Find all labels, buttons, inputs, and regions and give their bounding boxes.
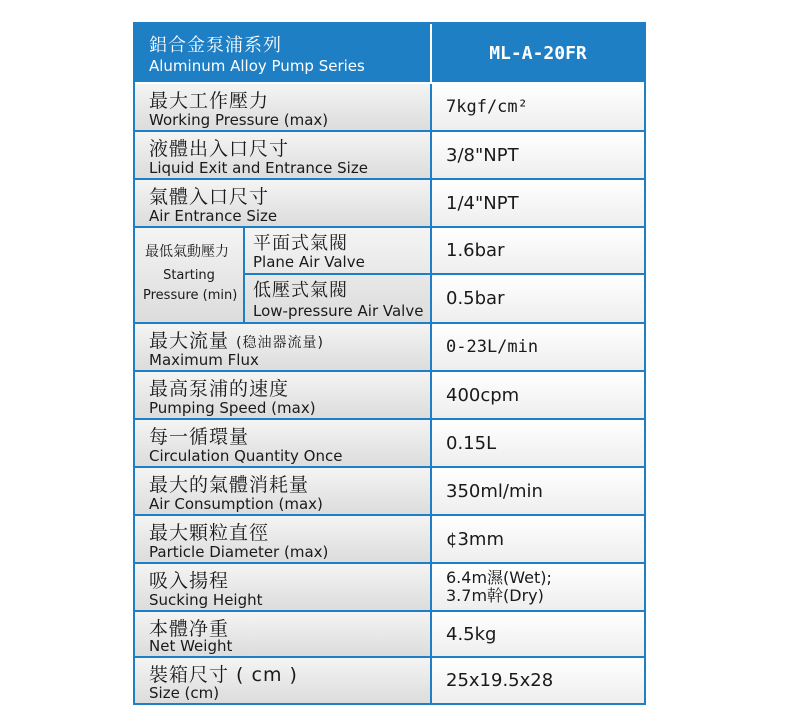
dry-height: 3.7m幹(Dry) bbox=[446, 586, 544, 605]
series-title-en: Aluminum Alloy Pump Series bbox=[149, 57, 365, 75]
spec-label-en: Circulation Quantity Once bbox=[149, 447, 343, 465]
spec-label-en: Net Weight bbox=[149, 637, 233, 655]
low-valve-en: Low-pressure Air Valve bbox=[253, 302, 424, 320]
spec-label-zh: 最大的氣體消耗量 bbox=[149, 474, 310, 496]
pressure-label-block bbox=[135, 228, 432, 322]
spec-label-en: Maximum Flux bbox=[149, 351, 259, 369]
starting-pressure-label bbox=[135, 228, 245, 322]
plane-valve-label bbox=[245, 228, 430, 275]
spec-row-particle-diameter bbox=[135, 516, 644, 564]
spec-label-zh: 每一循環量 bbox=[149, 426, 250, 448]
sucking-height-values bbox=[446, 569, 552, 605]
max-flux-note: (稳油器流量) bbox=[236, 335, 324, 351]
spec-value: 1/4"NPT bbox=[432, 180, 644, 226]
spec-value: 350ml/min bbox=[432, 468, 644, 514]
spec-row-net-weight bbox=[135, 612, 644, 658]
spec-value: 0.15L bbox=[432, 420, 644, 466]
spec-label-en: Sucking Height bbox=[149, 591, 263, 609]
spec-value: 400cpm bbox=[432, 372, 644, 418]
plane-valve-zh: 平面式氣閥 bbox=[253, 233, 348, 254]
spec-label-en: Air Entrance Size bbox=[149, 207, 278, 225]
spec-label-en: Liquid Exit and Entrance Size bbox=[149, 159, 368, 177]
spec-label-zh: 本體净重 bbox=[149, 618, 230, 640]
max-flux-zh: 最大流量 bbox=[149, 330, 230, 352]
spec-label bbox=[135, 372, 432, 418]
spec-label bbox=[135, 324, 432, 370]
low-valve-label bbox=[245, 275, 430, 322]
spec-label-zh: 最大顆粒直徑 bbox=[149, 522, 270, 544]
wet-height: 6.4m濕(Wet); bbox=[446, 568, 552, 587]
low-valve-value: 0.5bar bbox=[432, 275, 644, 322]
spec-label bbox=[135, 564, 432, 610]
spec-label bbox=[135, 516, 432, 562]
spec-value bbox=[432, 564, 644, 610]
spec-label-en: Size (cm) bbox=[149, 684, 220, 702]
spec-row-starting-pressure bbox=[135, 228, 644, 324]
spec-row-box-size bbox=[135, 658, 644, 703]
spec-value: 4.5kg bbox=[432, 612, 644, 656]
spec-label-en: Pumping Speed (max) bbox=[149, 399, 316, 417]
series-title-zh: 鋁合金泵浦系列 bbox=[149, 35, 282, 56]
spec-label-zh: 裝箱尺寸 ( cm ) bbox=[149, 664, 298, 686]
starting-pressure-en-2: Pressure (min) bbox=[143, 288, 238, 303]
spec-row-air-consumption bbox=[135, 468, 644, 516]
spec-value: ¢3mm bbox=[432, 516, 644, 562]
spec-label-zh: 吸入揚程 bbox=[149, 570, 230, 592]
spec-row-sucking-height bbox=[135, 564, 644, 612]
spec-row-pumping-speed bbox=[135, 372, 644, 420]
model-number: ML-A-20FR bbox=[432, 24, 644, 82]
spec-label bbox=[135, 84, 432, 130]
spec-label bbox=[135, 468, 432, 514]
starting-pressure-zh: 最低氣動壓力 bbox=[145, 244, 229, 260]
starting-pressure-en-1: Starting bbox=[163, 268, 215, 283]
spec-value: 7kgf/cm² bbox=[432, 84, 644, 130]
table-header bbox=[135, 24, 644, 84]
spec-label-zh: 最高泵浦的速度 bbox=[149, 378, 290, 400]
spec-table bbox=[133, 22, 646, 705]
spec-value: 0-23L/min bbox=[432, 324, 644, 370]
spec-label-zh bbox=[149, 326, 324, 353]
spec-value: 25x19.5x28 bbox=[432, 658, 644, 703]
spec-label bbox=[135, 658, 432, 703]
spec-label-en: Working Pressure (max) bbox=[149, 111, 329, 129]
spec-label-en: Particle Diameter (max) bbox=[149, 543, 329, 561]
spec-value: 3/8"NPT bbox=[432, 132, 644, 178]
series-title-cell bbox=[135, 24, 432, 82]
plane-valve-value: 1.6bar bbox=[432, 228, 644, 275]
low-valve-zh: 低壓式氣閥 bbox=[253, 280, 348, 301]
spec-label-zh: 液體出入口尺寸 bbox=[149, 138, 290, 160]
spec-label bbox=[135, 420, 432, 466]
spec-row-max-flux bbox=[135, 324, 644, 372]
spec-label bbox=[135, 612, 432, 656]
spec-row-circulation bbox=[135, 420, 644, 468]
spec-row-liquid-size bbox=[135, 132, 644, 180]
spec-label-zh: 最大工作壓力 bbox=[149, 90, 270, 112]
spec-label bbox=[135, 132, 432, 178]
spec-row-working-pressure bbox=[135, 84, 644, 132]
spec-row-air-entrance bbox=[135, 180, 644, 228]
plane-valve-en: Plane Air Valve bbox=[253, 253, 365, 271]
spec-label-en: Air Consumption (max) bbox=[149, 495, 323, 513]
spec-label-zh: 氣體入口尺寸 bbox=[149, 186, 270, 208]
spec-label bbox=[135, 180, 432, 226]
